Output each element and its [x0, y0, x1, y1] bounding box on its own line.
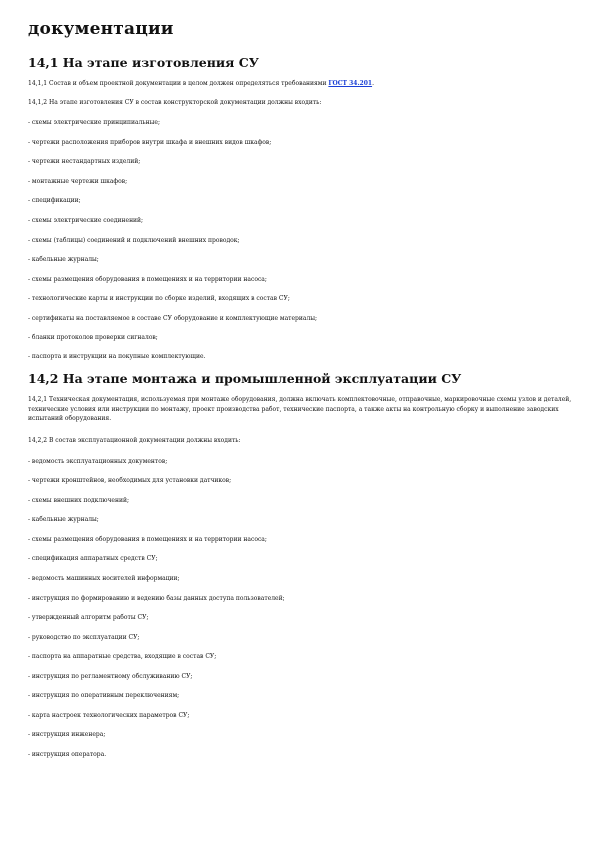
section-1-para-1-end: .	[372, 80, 374, 87]
list-item: - кабельные журналы;	[28, 516, 99, 523]
list-item: - руководство по эксплуатации СУ;	[28, 634, 140, 641]
list-item: - схемы размещения оборудования в помещениях и на территории насоса;	[28, 276, 267, 283]
list-item: - карта настроек технологических параметров СУ;	[28, 712, 190, 719]
list-item: - технологические карты и инструкции по сборке изделий, входящих в состав СУ;	[28, 295, 290, 302]
list-item: - чертежи расположения приборов внутри шкафа и внешних видов шкафов;	[28, 139, 272, 146]
list-item: - инструкция оператора.	[28, 751, 107, 758]
list-item: - инструкция по оперативным переключениям;	[28, 692, 180, 699]
section-2-para-1: 14,2,1 Техническая документация, используемая при монтаже оборудования, должна включать комплектовочные, отправочные, маркировочные схемы узлов и деталей, технические условия или инструкции по монтажу, проект производства работ, технические паспорта, а также акты на контрольную сборку и выполнение заводских испытаний оборудования.	[28, 396, 572, 422]
list-item: - схемы внешних подключений;	[28, 497, 130, 504]
list-item: - спецификация аппаратных средств СУ;	[28, 555, 158, 562]
list-item: - монтажные чертежи шкафов;	[28, 178, 128, 185]
list-item: - чертежи кронштейнов, необходимых для установки датчиков;	[28, 477, 232, 484]
page-title: документации	[28, 19, 174, 39]
list-item: - схемы электрические соединений;	[28, 217, 144, 224]
section-2-para-2: 14,2,2 В состав эксплуатационной документации должны входить:	[28, 437, 241, 444]
list-item: - инструкция инженера;	[28, 731, 106, 738]
list-item: - бланки протоколов проверки сигналов;	[28, 334, 158, 341]
section-1-heading: 14,1 На этапе изготовления СУ	[28, 55, 259, 70]
list-item: - чертежи нестандартных изделий;	[28, 158, 141, 165]
list-item: - паспорта на аппаратные средства, входящие в состав СУ;	[28, 653, 217, 660]
list-item: - ведомость эксплуатационных документов;	[28, 458, 168, 465]
list-item: - утвержденный алгоритм работы СУ;	[28, 614, 149, 621]
list-item: - паспорта и инструкции на покупные комплектующие.	[28, 353, 206, 360]
list-item: - схемы электрические принципиальные;	[28, 119, 160, 126]
list-item: - схемы размещения оборудования в помещениях и на территории насоса;	[28, 536, 267, 543]
list-item: - инструкция по регламентному обслуживанию СУ;	[28, 673, 193, 680]
list-item: - ведомость машинных носителей информации;	[28, 575, 180, 582]
section-2-heading: 14,2 На этапе монтажа и промышленной эксплуатации СУ	[28, 371, 462, 386]
list-item: - инструкция по формированию и ведению базы данных доступа пользователей;	[28, 595, 285, 602]
list-item: - сертификаты на поставляемое в составе СУ оборудование и комплектующие материалы;	[28, 315, 318, 322]
list-item: - кабельные журналы;	[28, 256, 99, 263]
list-item: - схемы (таблицы) соединений и подключений внешних проводок;	[28, 237, 240, 244]
gost-link[interactable]: ГОСТ 34.201	[328, 80, 373, 87]
section-1-para-2: 14,1,2 На этапе изготовления СУ в состав конструкторской документации должны входить:	[28, 99, 322, 106]
section-1-para-1	[28, 79, 374, 89]
list-item: - спецификации;	[28, 197, 81, 204]
section-1-para-1-text: 14,1,1 Состав и объем проектной документации в целом должен определяться требованиями	[28, 80, 329, 87]
